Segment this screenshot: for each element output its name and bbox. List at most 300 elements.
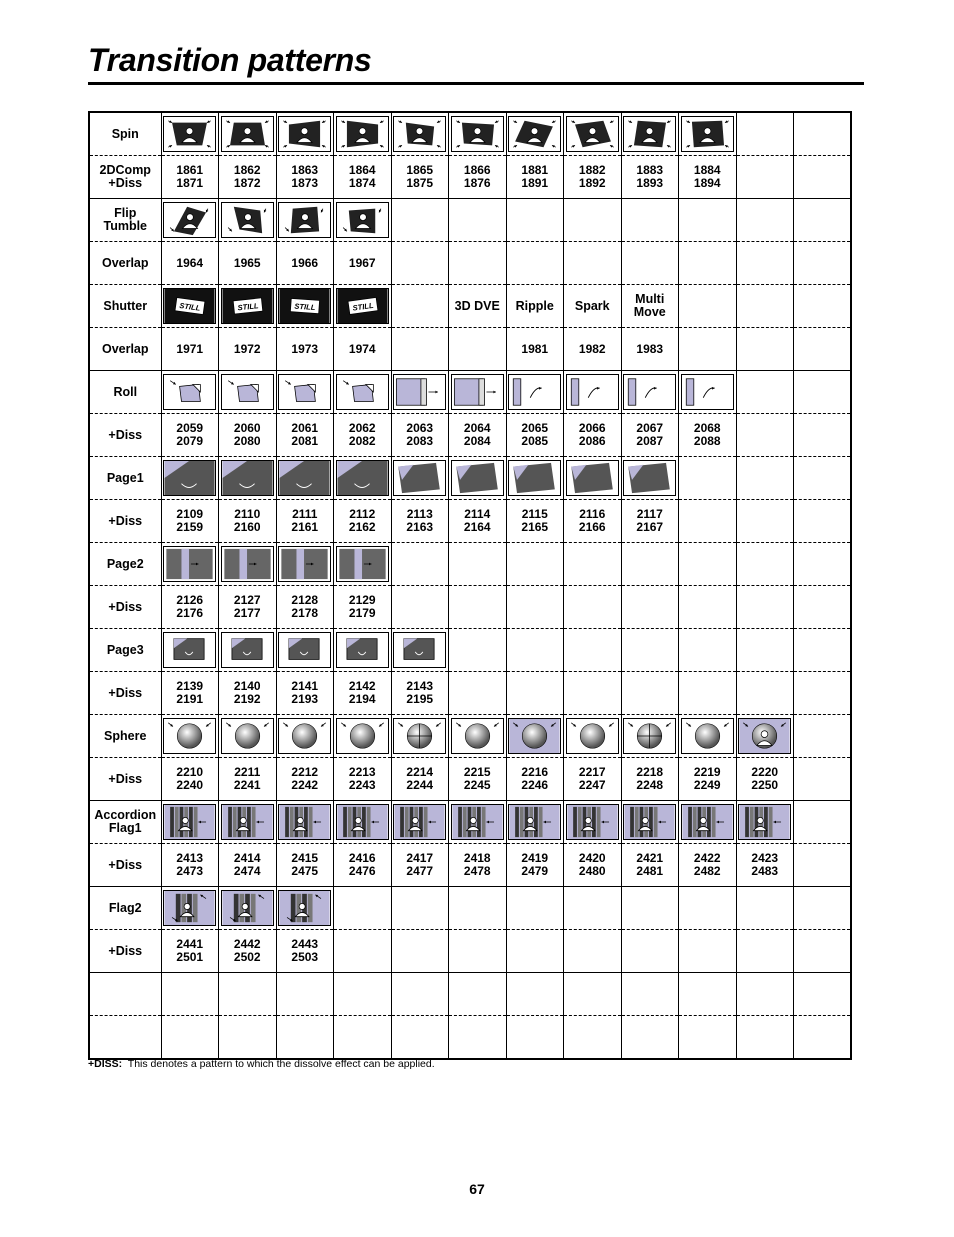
roll-7-icon	[508, 374, 561, 410]
row-label	[89, 930, 161, 973]
sphere-3-icon	[278, 718, 331, 754]
roll-9-icon	[623, 374, 676, 410]
pattern-number-cell	[391, 414, 449, 457]
sphere-2-icon	[221, 718, 274, 754]
pattern-number-cell	[276, 242, 334, 285]
empty-cell	[736, 586, 794, 629]
row-label-line: +Diss	[108, 513, 143, 528]
pattern-number: 2159	[176, 520, 204, 534]
empty-cell	[736, 672, 794, 715]
page3-4-icon	[336, 632, 389, 668]
empty-cell	[564, 543, 622, 586]
pattern-number: 2250	[751, 778, 779, 792]
row-label-line: Roll	[113, 384, 138, 399]
empty-cell	[679, 199, 737, 242]
row-label-line: +Diss	[108, 685, 143, 700]
pattern-number: 2179	[348, 606, 376, 620]
pattern-number-cell	[564, 328, 622, 371]
pattern-icon-cell	[736, 715, 794, 758]
pattern-number: 2084	[463, 434, 491, 448]
empty-cell	[794, 801, 852, 844]
pattern-icon-cell	[276, 285, 334, 328]
pattern-number: 2241	[233, 778, 261, 792]
empty-cell	[449, 629, 507, 672]
pattern-row	[89, 457, 851, 500]
pattern-number: 2139	[176, 679, 204, 693]
pattern-number-cell	[621, 156, 679, 199]
pattern-number-cell	[219, 672, 277, 715]
sphere-6-icon	[451, 718, 504, 754]
page1-8-icon	[566, 460, 619, 496]
empty-cell	[621, 973, 679, 1016]
flag1-2-icon	[221, 804, 274, 840]
pattern-number: 1972	[233, 341, 261, 356]
pattern-icon-cell	[276, 543, 334, 586]
empty-cell	[564, 930, 622, 973]
pattern-number: 1893	[636, 176, 664, 190]
pattern-number-cell	[679, 156, 737, 199]
pattern-number: 2161	[291, 520, 319, 534]
pattern-icon-cell	[621, 112, 679, 156]
pattern-number-cell	[621, 328, 679, 371]
pattern-number-cell	[276, 328, 334, 371]
pattern-number: 2062	[348, 421, 376, 435]
empty-cell	[621, 629, 679, 672]
pattern-number: 2477	[406, 864, 434, 878]
empty-cell	[621, 930, 679, 973]
empty-cell	[794, 758, 852, 801]
pattern-number: 2419	[521, 851, 549, 865]
empty-cell	[506, 1016, 564, 1060]
row-label	[89, 586, 161, 629]
empty-cell	[506, 242, 564, 285]
pattern-number: 2442	[233, 937, 261, 951]
pattern-number: 2473	[176, 864, 204, 878]
pattern-icon-cell	[449, 457, 507, 500]
pattern-number: 2060	[233, 421, 261, 435]
row-label-line: +Diss	[108, 857, 143, 872]
pattern-row	[89, 758, 851, 801]
empty-cell	[736, 112, 794, 156]
pattern-number: 2212	[291, 765, 319, 779]
pattern-icon-cell	[219, 543, 277, 586]
pattern-number: 2068	[693, 421, 721, 435]
pattern-number: 2482	[693, 864, 721, 878]
pattern-row	[89, 629, 851, 672]
empty-cell	[506, 973, 564, 1016]
empty-cell	[219, 973, 277, 1016]
pattern-number: 2116	[579, 507, 606, 521]
pattern-row	[89, 973, 851, 1016]
pattern-number: 2416	[348, 851, 376, 865]
pattern-number: 2194	[348, 692, 376, 706]
page1-6-icon	[451, 460, 504, 496]
pattern-icon-cell	[334, 285, 392, 328]
empty-cell	[334, 887, 392, 930]
row-label-line: Sphere	[104, 728, 147, 743]
flag1-5-icon	[393, 804, 446, 840]
pattern-number: 2081	[291, 434, 319, 448]
pattern-number: 2066	[578, 421, 606, 435]
pattern-number-cell	[391, 156, 449, 199]
pattern-number: 2476	[348, 864, 376, 878]
pattern-number: 2079	[176, 434, 204, 448]
pattern-number: 1872	[233, 176, 261, 190]
empty-cell	[679, 457, 737, 500]
svg-text:STILL: STILL	[351, 300, 374, 313]
pattern-number: 2483	[751, 864, 779, 878]
sphere-1-icon	[163, 718, 216, 754]
pattern-number-cell	[276, 672, 334, 715]
pattern-number: 1865	[406, 163, 434, 177]
empty-cell	[621, 242, 679, 285]
pattern-number: 1967	[348, 255, 376, 270]
pattern-number: 2127	[233, 593, 261, 607]
pattern-number-cell	[219, 156, 277, 199]
pattern-icon-cell	[391, 801, 449, 844]
pattern-number-cell	[449, 844, 507, 887]
pattern-number: 2115	[521, 507, 548, 521]
empty-cell	[736, 457, 794, 500]
category-label-cell	[506, 285, 564, 328]
footnote-text: This denotes a pattern to which the dissolve effect can be applied.	[127, 1058, 435, 1070]
page2-4-icon	[336, 546, 389, 582]
pattern-icon-cell	[219, 112, 277, 156]
pattern-number: 2242	[291, 778, 319, 792]
row-label	[89, 156, 161, 199]
pattern-icon-cell	[449, 801, 507, 844]
flip-tumble-4-icon	[336, 202, 389, 238]
empty-cell	[679, 242, 737, 285]
pattern-row	[89, 414, 851, 457]
pattern-icon-cell	[219, 285, 277, 328]
pattern-icon-cell	[564, 457, 622, 500]
pattern-number-cell	[679, 758, 737, 801]
pattern-number-cell	[161, 758, 219, 801]
pattern-icon-cell	[219, 199, 277, 242]
pattern-icon-cell	[334, 199, 392, 242]
empty-cell	[391, 930, 449, 973]
empty-cell	[794, 414, 852, 457]
pattern-icon-cell	[161, 715, 219, 758]
transition-pattern-table	[88, 111, 852, 1060]
pattern-number: 1864	[348, 163, 376, 177]
empty-cell	[736, 629, 794, 672]
pattern-icon-cell	[276, 801, 334, 844]
empty-cell	[679, 973, 737, 1016]
pattern-number: 2142	[348, 679, 376, 693]
pattern-number: 2192	[233, 692, 261, 706]
empty-cell	[621, 543, 679, 586]
spin-7-icon	[508, 116, 561, 152]
pattern-number: 1974	[348, 341, 376, 356]
row-label	[89, 973, 161, 1016]
flag2-1-icon	[163, 890, 216, 926]
row-label-line: Page2	[106, 556, 144, 571]
pattern-icon-cell	[449, 112, 507, 156]
empty-cell	[391, 973, 449, 1016]
pattern-number: 2217	[578, 765, 606, 779]
row-label	[89, 112, 161, 156]
empty-cell	[564, 1016, 622, 1060]
pattern-icon-cell	[161, 887, 219, 930]
pattern-number: 2143	[406, 679, 434, 693]
empty-cell	[679, 672, 737, 715]
empty-cell	[736, 973, 794, 1016]
pattern-row	[89, 156, 851, 199]
pattern-row	[89, 715, 851, 758]
empty-cell	[621, 586, 679, 629]
pattern-number: 1875	[406, 176, 434, 190]
pattern-number: 2503	[291, 950, 319, 964]
pattern-number: 2059	[176, 421, 204, 435]
pattern-number: 2246	[521, 778, 549, 792]
shutter-1-icon	[163, 288, 216, 324]
pattern-number: 2218	[636, 765, 664, 779]
empty-cell	[449, 242, 507, 285]
pattern-number-cell	[506, 156, 564, 199]
pattern-number-cell	[276, 156, 334, 199]
pattern-row	[89, 930, 851, 973]
empty-cell	[219, 1016, 277, 1060]
pattern-icon-cell	[621, 801, 679, 844]
roll-2-icon	[221, 374, 274, 410]
pattern-number: 2215	[463, 765, 491, 779]
pattern-icon-cell	[334, 457, 392, 500]
roll-8-icon	[566, 374, 619, 410]
empty-cell	[506, 629, 564, 672]
empty-cell	[391, 328, 449, 371]
empty-cell	[391, 285, 449, 328]
spin-4-icon	[336, 116, 389, 152]
pattern-icon-cell	[679, 715, 737, 758]
empty-cell	[621, 887, 679, 930]
empty-cell	[794, 543, 852, 586]
pattern-icon-cell	[506, 801, 564, 844]
category-label-cell	[621, 285, 679, 328]
pattern-number: 2420	[578, 851, 606, 865]
pattern-number-cell	[506, 844, 564, 887]
empty-cell	[736, 242, 794, 285]
empty-cell	[334, 930, 392, 973]
spin-9-icon	[623, 116, 676, 152]
empty-cell	[736, 199, 794, 242]
sphere-7-icon	[508, 718, 561, 754]
empty-cell	[794, 586, 852, 629]
pattern-number: 2479	[521, 864, 549, 878]
category-label: Spark	[574, 298, 610, 313]
empty-cell	[679, 285, 737, 328]
pattern-number-cell	[276, 930, 334, 973]
roll-1-icon	[163, 374, 216, 410]
pattern-icon-cell	[506, 371, 564, 414]
pattern-number: 1894	[693, 176, 721, 190]
footnote-term: +DISS:	[88, 1058, 123, 1070]
page3-3-icon	[278, 632, 331, 668]
page3-5-icon	[393, 632, 446, 668]
empty-cell	[736, 887, 794, 930]
pattern-number-cell	[621, 500, 679, 543]
empty-cell	[334, 1016, 392, 1060]
empty-cell	[506, 543, 564, 586]
pattern-number-cell	[219, 844, 277, 887]
empty-cell	[679, 328, 737, 371]
empty-cell	[391, 199, 449, 242]
row-label	[89, 500, 161, 543]
pattern-icon-cell	[334, 112, 392, 156]
pattern-number: 1983	[636, 341, 664, 356]
pattern-number: 2082	[348, 434, 376, 448]
spin-6-icon	[451, 116, 504, 152]
pattern-number: 2480	[578, 864, 606, 878]
pattern-number: 1971	[176, 341, 204, 356]
pattern-number: 2422	[693, 851, 721, 865]
pattern-icon-cell	[334, 371, 392, 414]
pattern-number: 2247	[578, 778, 606, 792]
pattern-number: 2140	[233, 679, 261, 693]
row-label-line: Overlap	[101, 255, 149, 270]
empty-cell	[736, 328, 794, 371]
pattern-row	[89, 112, 851, 156]
pattern-number: 2216	[521, 765, 549, 779]
pattern-number: 1862	[233, 163, 261, 177]
pattern-icon-cell	[391, 112, 449, 156]
empty-cell	[794, 371, 852, 414]
pattern-number: 2193	[291, 692, 319, 706]
empty-cell	[736, 285, 794, 328]
pattern-number-cell	[506, 500, 564, 543]
pattern-icon-cell	[506, 112, 564, 156]
empty-cell	[276, 973, 334, 1016]
pattern-icon-cell	[736, 801, 794, 844]
roll-5-icon	[393, 374, 446, 410]
pattern-number: 2080	[233, 434, 261, 448]
pattern-number: 2163	[406, 520, 434, 534]
pattern-number-cell	[506, 328, 564, 371]
flag1-10-icon	[681, 804, 734, 840]
empty-cell	[449, 328, 507, 371]
flag2-2-icon	[221, 890, 274, 926]
pattern-number-cell	[564, 414, 622, 457]
pattern-number-cell	[391, 758, 449, 801]
pattern-number: 1981	[521, 341, 549, 356]
row-label	[89, 887, 161, 930]
shutter-4-icon	[336, 288, 389, 324]
pattern-row	[89, 500, 851, 543]
pattern-icon-cell	[219, 715, 277, 758]
pattern-icon-cell	[161, 629, 219, 672]
pattern-number-cell	[219, 328, 277, 371]
pattern-number-cell	[276, 500, 334, 543]
empty-cell	[506, 586, 564, 629]
pattern-number: 2195	[406, 692, 434, 706]
empty-cell	[679, 629, 737, 672]
pattern-icon-cell	[334, 629, 392, 672]
empty-cell	[564, 586, 622, 629]
row-label-line: Flag2	[108, 900, 142, 915]
pattern-number: 2441	[176, 937, 204, 951]
pattern-number: 1883	[636, 163, 664, 177]
category-label: Multi	[635, 292, 665, 306]
pattern-icon-cell	[219, 371, 277, 414]
pattern-number: 1973	[291, 341, 319, 356]
page1-2-icon	[221, 460, 274, 496]
category-label: Ripple	[515, 298, 554, 313]
pattern-number: 2210	[176, 765, 204, 779]
empty-cell	[794, 715, 852, 758]
pattern-row	[89, 844, 851, 887]
empty-cell	[736, 500, 794, 543]
category-label: Move	[633, 305, 666, 319]
sphere-4-icon	[336, 718, 389, 754]
pattern-number-cell	[564, 844, 622, 887]
pattern-number-cell	[161, 844, 219, 887]
empty-cell	[564, 672, 622, 715]
flip-tumble-3-icon	[278, 202, 331, 238]
pattern-number-cell	[276, 758, 334, 801]
pattern-icon-cell	[564, 371, 622, 414]
sphere-9-icon	[623, 718, 676, 754]
empty-cell	[679, 500, 737, 543]
roll-10-icon	[681, 374, 734, 410]
pattern-number-cell	[736, 844, 794, 887]
empty-cell	[449, 586, 507, 629]
empty-cell	[794, 328, 852, 371]
empty-cell	[449, 887, 507, 930]
pattern-number-cell	[219, 500, 277, 543]
pattern-icon-cell	[161, 199, 219, 242]
empty-cell	[736, 1016, 794, 1060]
pattern-number: 2443	[291, 937, 319, 951]
pattern-icon-cell	[276, 199, 334, 242]
pattern-number: 2414	[233, 851, 261, 865]
empty-cell	[506, 887, 564, 930]
svg-text:STILL: STILL	[236, 301, 259, 313]
pattern-icon-cell	[219, 887, 277, 930]
pattern-icon-cell	[161, 543, 219, 586]
pattern-icon-cell	[219, 629, 277, 672]
empty-cell	[794, 629, 852, 672]
pattern-row	[89, 199, 851, 242]
footnote	[88, 1058, 435, 1070]
row-label-line: Page1	[106, 470, 144, 485]
page3-1-icon	[163, 632, 216, 668]
empty-cell	[161, 1016, 219, 1060]
empty-cell	[679, 586, 737, 629]
pattern-icon-cell	[276, 371, 334, 414]
pattern-row	[89, 543, 851, 586]
pattern-number: 2240	[176, 778, 204, 792]
shutter-2-icon	[221, 288, 274, 324]
pattern-number-cell	[334, 672, 392, 715]
page1-7-icon	[508, 460, 561, 496]
pattern-number: 2067	[636, 421, 664, 435]
page1-9-icon	[623, 460, 676, 496]
pattern-icon-cell	[161, 112, 219, 156]
row-label	[89, 199, 161, 242]
pattern-number: 2111	[292, 507, 318, 521]
pattern-number: 2083	[406, 434, 434, 448]
pattern-icon-cell	[276, 112, 334, 156]
spin-3-icon	[278, 116, 331, 152]
empty-cell	[564, 887, 622, 930]
empty-cell	[449, 672, 507, 715]
empty-cell	[794, 156, 852, 199]
roll-4-icon	[336, 374, 389, 410]
pattern-number-cell	[334, 500, 392, 543]
pattern-icon-cell	[161, 457, 219, 500]
empty-cell	[736, 156, 794, 199]
